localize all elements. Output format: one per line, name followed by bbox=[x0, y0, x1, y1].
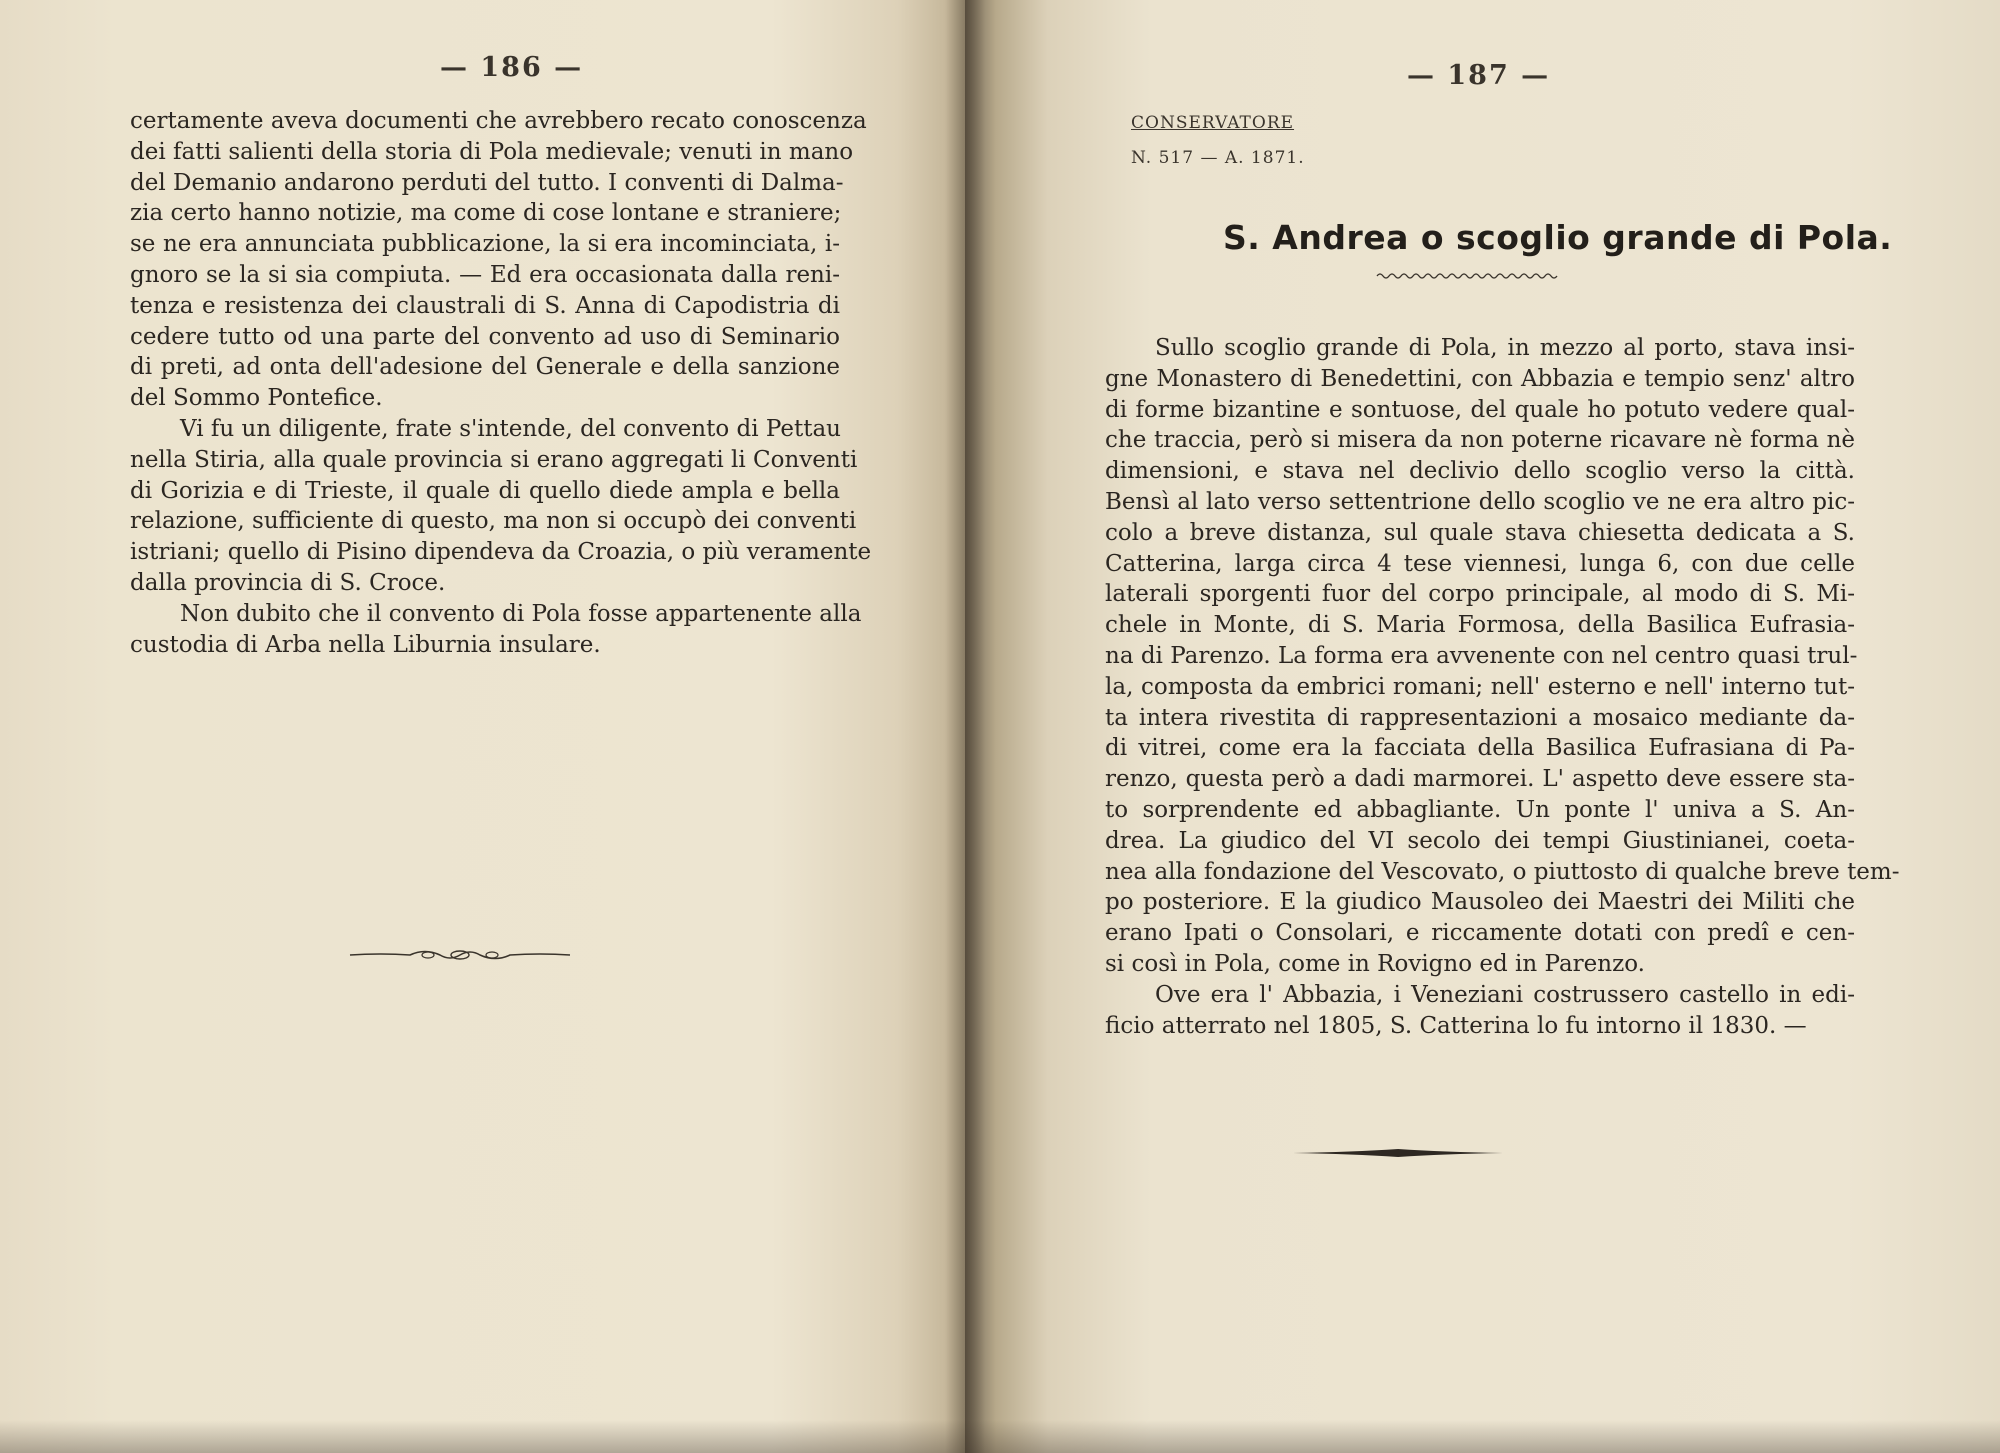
text-line: to sorprendente ed abbagliante. Un ponte l' univa a S. An- bbox=[1105, 796, 1855, 823]
text-line: gnoro se la si sia compiuta. — Ed era occasionata dalla reni- bbox=[130, 261, 840, 288]
right-page bbox=[965, 0, 2000, 1453]
end-ornament-flourish bbox=[350, 945, 570, 965]
text-line: di Gorizia e di Trieste, il quale di quello diede ampla e bella bbox=[130, 477, 840, 504]
header-reference: N. 517 — A. 1871. bbox=[1131, 148, 1305, 168]
text-line: Vi fu un diligente, frate s'intende, del convento di Pettau bbox=[180, 415, 841, 442]
text-line: relazione, sufficiente di questo, ma non si occupò dei conventi bbox=[130, 508, 857, 535]
text-line: si così in Pola, come in Rovigno ed in Parenzo. bbox=[1105, 950, 1645, 977]
text-line: se ne era annunciata pubblicazione, la si era incominciata, i- bbox=[130, 231, 840, 258]
text-line: erano Ipati o Consolari, e riccamente dotati con predî e cen- bbox=[1105, 920, 1855, 947]
text-line: di preti, ad onta dell'adesione del Generale e della sanzione bbox=[130, 354, 840, 381]
text-line: custodia di Arba nella Liburnia insulare. bbox=[130, 631, 601, 658]
header-label: CONSERVATORE bbox=[1131, 113, 1295, 133]
right-page-body bbox=[1105, 333, 1900, 1041]
article-title: S. Andrea o scoglio grande di Pola. bbox=[1223, 218, 1893, 257]
text-line: Sullo scoglio grande di Pola, in mezzo al porto, stava insi- bbox=[1155, 335, 1855, 361]
text-line: che traccia, però si misera da non poterne ricavare nè forma nè bbox=[1105, 427, 1855, 454]
text-line: gne Monastero di Benedettini, con Abbazia e tempio senz' altro bbox=[1105, 365, 1855, 392]
right-page-number: — 187 — bbox=[1407, 60, 1551, 91]
text-line: cedere tutto od una parte del convento ad uso di Seminario bbox=[130, 323, 840, 350]
left-page bbox=[0, 0, 965, 1453]
left-page-body bbox=[130, 106, 872, 660]
text-line: nea alla fondazione del Vescovato, o piuttosto di qualche breve tem- bbox=[1105, 858, 1900, 885]
text-line: na di Parenzo. La forma era avvenente con nel centro quasi trul- bbox=[1105, 642, 1858, 669]
text-line: istriani; quello di Pisino dipendeva da Croazia, o più veramente bbox=[130, 539, 872, 566]
text-line: certamente aveva documenti che avrebbero recato conoscenza bbox=[130, 108, 867, 134]
text-line: Ove era l' Abbazia, i Veneziani costrussero castello in edi- bbox=[1155, 981, 1855, 1008]
end-ornament-rule bbox=[1293, 1147, 1503, 1159]
text-line: ficio atterrato nel 1805, S. Catterina lo fu intorno il 1830. — bbox=[1105, 1012, 1807, 1039]
text-line: del Sommo Pontefice. bbox=[130, 385, 383, 412]
text-line: ta intera rivestita di rappresentazioni a mosaico mediante da- bbox=[1105, 704, 1855, 731]
text-line: dei fatti salienti della storia di Pola medievale; venuti in mano bbox=[130, 138, 854, 165]
text-line: zia certo hanno notizie, ma come di cose lontane e straniere; bbox=[130, 200, 842, 227]
book-gutter bbox=[945, 0, 985, 1453]
title-wavy-rule bbox=[1377, 271, 1557, 281]
text-line: Catterina, larga circa 4 tese viennesi, lunga 6, con due celle bbox=[1105, 550, 1855, 577]
text-line: del Demanio andarono perduti del tutto. I conventi di Dalma- bbox=[130, 169, 844, 196]
text-line: chele in Monte, di S. Maria Formosa, della Basilica Eufrasia- bbox=[1105, 612, 1855, 639]
text-line: drea. La giudico del VI secolo dei tempi Giustinianei, coeta- bbox=[1105, 827, 1855, 854]
text-line: po posteriore. E la giudico Mausoleo dei Maestri dei Militi che bbox=[1105, 889, 1855, 916]
text-line: dimensioni, e stava nel declivio dello scoglio verso la città. bbox=[1105, 458, 1855, 485]
left-page-number: — 186 — bbox=[440, 52, 584, 83]
text-line: colo a breve distanza, sul quale stava chiesetta dedicata a S. bbox=[1105, 519, 1855, 546]
text-line: la, composta da embrici romani; nell' esterno e nell' interno tut- bbox=[1105, 673, 1855, 700]
bottom-shadow bbox=[0, 1420, 2000, 1453]
text-line: tenza e resistenza dei claustrali di S. Anna di Capodistria di bbox=[130, 292, 840, 319]
text-line: nella Stiria, alla quale provincia si erano aggregati li Conventi bbox=[130, 446, 858, 473]
text-line: renzo, questa però a dadi marmorei. L' aspetto deve essere sta- bbox=[1105, 766, 1855, 793]
text-line: laterali sporgenti fuor del corpo principale, al modo di S. Mi- bbox=[1105, 581, 1855, 608]
text-line: dalla provincia di S. Croce. bbox=[130, 569, 446, 596]
text-line: Non dubito che il convento di Pola fosse appartenente alla bbox=[180, 600, 862, 627]
text-line: di vitrei, come era la facciata della Basilica Eufrasiana di Pa- bbox=[1105, 735, 1855, 762]
text-line: di forme bizantine e sontuose, del quale ho potuto vedere qual- bbox=[1105, 396, 1855, 423]
text-line: Bensì al lato verso settentrione dello scoglio ve ne era altro pic- bbox=[1105, 488, 1855, 515]
